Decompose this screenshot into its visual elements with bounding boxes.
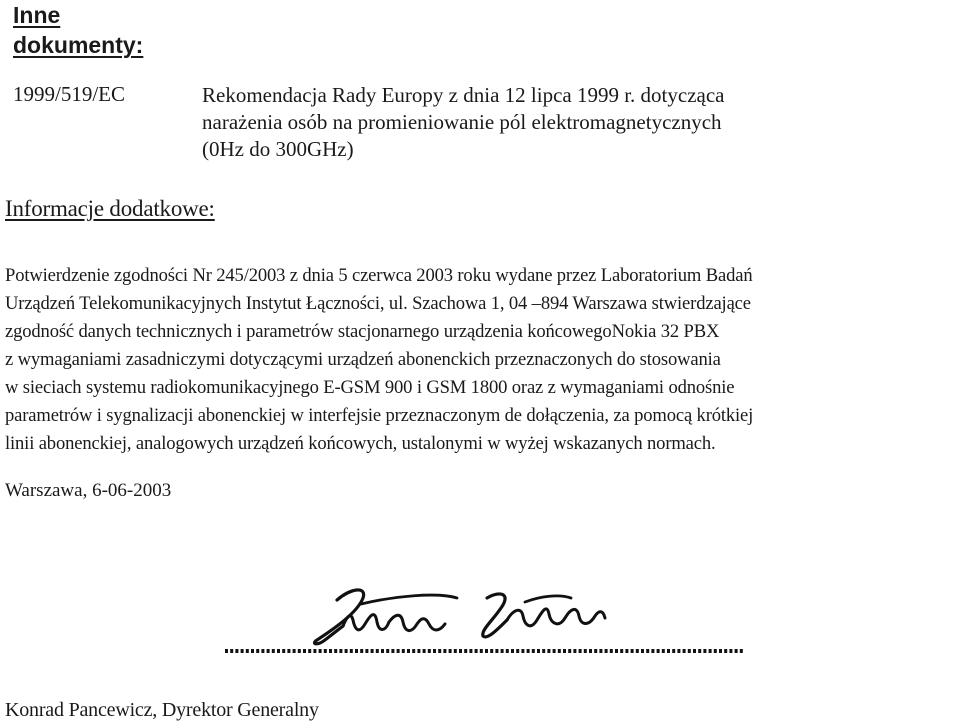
- paragraph-line: parametrów i sygnalizacji abonenckiej w interfejsie przeznaczonym de dołączenia, za pomocą krótkiej: [5, 405, 754, 426]
- document-description: [202, 82, 725, 163]
- document-description-line: narażenia osób na promieniowanie pól elektromagnetycznych: [202, 110, 722, 134]
- handwritten-signature: [225, 574, 745, 660]
- document-code: 1999/519/EC: [13, 82, 126, 106]
- additional-info-heading: Informacje dodatkowe:: [5, 196, 215, 221]
- paragraph-line: linii abonenckiej, analogowych urządzeń końcowych, ustalonymi w wyżej wskazanych normach.: [5, 433, 716, 454]
- document-description-line: (0Hz do 300GHz): [202, 137, 354, 161]
- paragraph-line: Urządzeń Telekomunikacyjnych Instytut Łączności, ul. Szachowa 1, 04 –894 Warszawa stwierdzające: [5, 293, 751, 314]
- other-documents-heading: [13, 0, 143, 60]
- signatory-name: Konrad Pancewicz, Dyrektor Generalny: [5, 699, 319, 721]
- document-description-line: Rekomendacja Rady Europy z dnia 12 lipca 1999 r. dotycząca: [202, 83, 725, 107]
- paragraph-line: zgodność danych technicznych i parametrów stacjonarnego urządzenia końcowegoNokia 32 PBX: [5, 321, 720, 342]
- place-date: Warszawa, 6-06-2003: [5, 480, 172, 501]
- additional-info-paragraph: [5, 262, 753, 458]
- paragraph-line: Potwierdzenie zgodności Nr 245/2003 z dnia 5 czerwca 2003 roku wydane przez Laboratorium Badań: [5, 265, 753, 286]
- other-documents-heading-line1: Inne: [13, 2, 61, 28]
- paragraph-line: w sieciach systemu radiokomunikacyjnego E-GSM 900 i GSM 1800 oraz z wymaganiami odnośnie: [5, 377, 735, 398]
- paragraph-line: z wymaganiami zasadniczymi dotyczącymi urządzeń abonenckich przeznaczonych do stosowania: [5, 349, 721, 370]
- other-documents-heading-line2: dokumenty:: [13, 32, 144, 58]
